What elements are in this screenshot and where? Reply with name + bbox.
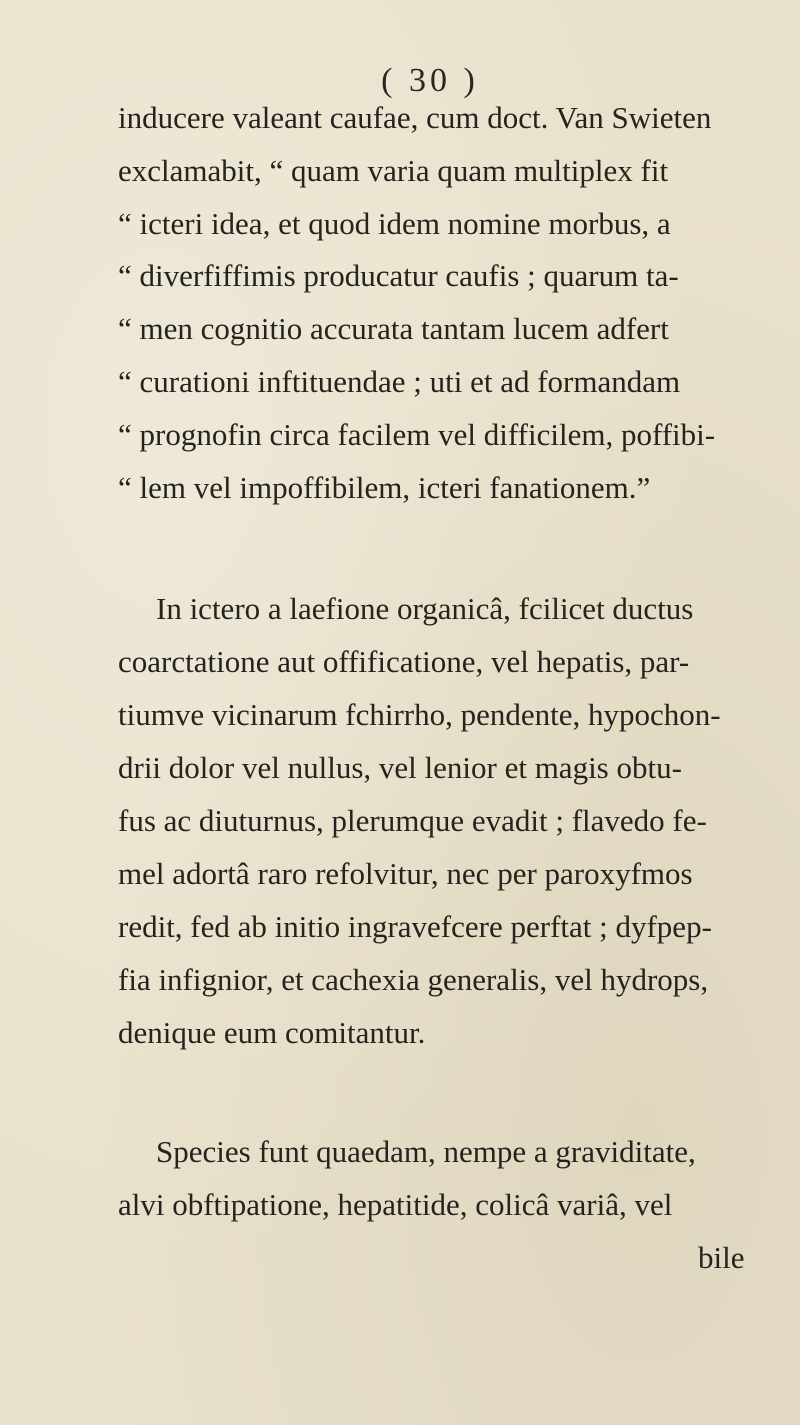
text-line: exclamabit, “ quam varia quam multiplex fit bbox=[118, 153, 669, 188]
text-line: coarctatione aut offificatione, vel hepatis, par- bbox=[118, 644, 690, 679]
text-line: denique eum comitantur. bbox=[118, 1015, 426, 1050]
text-line: Species funt quaedam, nempe a graviditate, bbox=[156, 1134, 696, 1169]
text-line: tiumve vicinarum fchirrho, pendente, hypochon- bbox=[118, 697, 721, 732]
text-line: “ icteri idea, et quod idem nomine morbus, a bbox=[118, 206, 671, 241]
text-line: In ictero a laefione organicâ, fcilicet ductus bbox=[156, 591, 694, 626]
text-line: redit, fed ab initio ingravefcere perftat ; dyfpep- bbox=[118, 909, 712, 944]
page-number: ( 30 ) bbox=[381, 62, 479, 99]
text-line: “ diverfiffimis producatur caufis ; quarum ta- bbox=[118, 258, 679, 293]
catchword: bile bbox=[698, 1240, 745, 1275]
text-line: drii dolor vel nullus, vel lenior et magis obtu- bbox=[118, 750, 682, 785]
text-line: fus ac diuturnus, plerumque evadit ; flavedo fe- bbox=[118, 803, 707, 838]
text-line: inducere valeant caufae, cum doct. Van Swieten bbox=[118, 100, 712, 135]
text-line: “ lem vel impoffibilem, icteri fanationem.” bbox=[118, 470, 651, 505]
text-line: mel adortâ raro refolvitur, nec per paroxyfmos bbox=[118, 856, 693, 891]
text-line: alvi obftipatione, hepatitide, colicâ variâ, vel bbox=[118, 1187, 673, 1222]
text-line: “ men cognitio accurata tantam lucem adfert bbox=[118, 311, 669, 346]
text-line: fia infignior, et cachexia generalis, vel hydrops, bbox=[118, 962, 709, 997]
text-line: “ prognofin circa facilem vel difficilem, poffibi- bbox=[118, 417, 716, 452]
text-line: “ curationi inftituendae ; uti et ad formandam bbox=[118, 364, 681, 399]
